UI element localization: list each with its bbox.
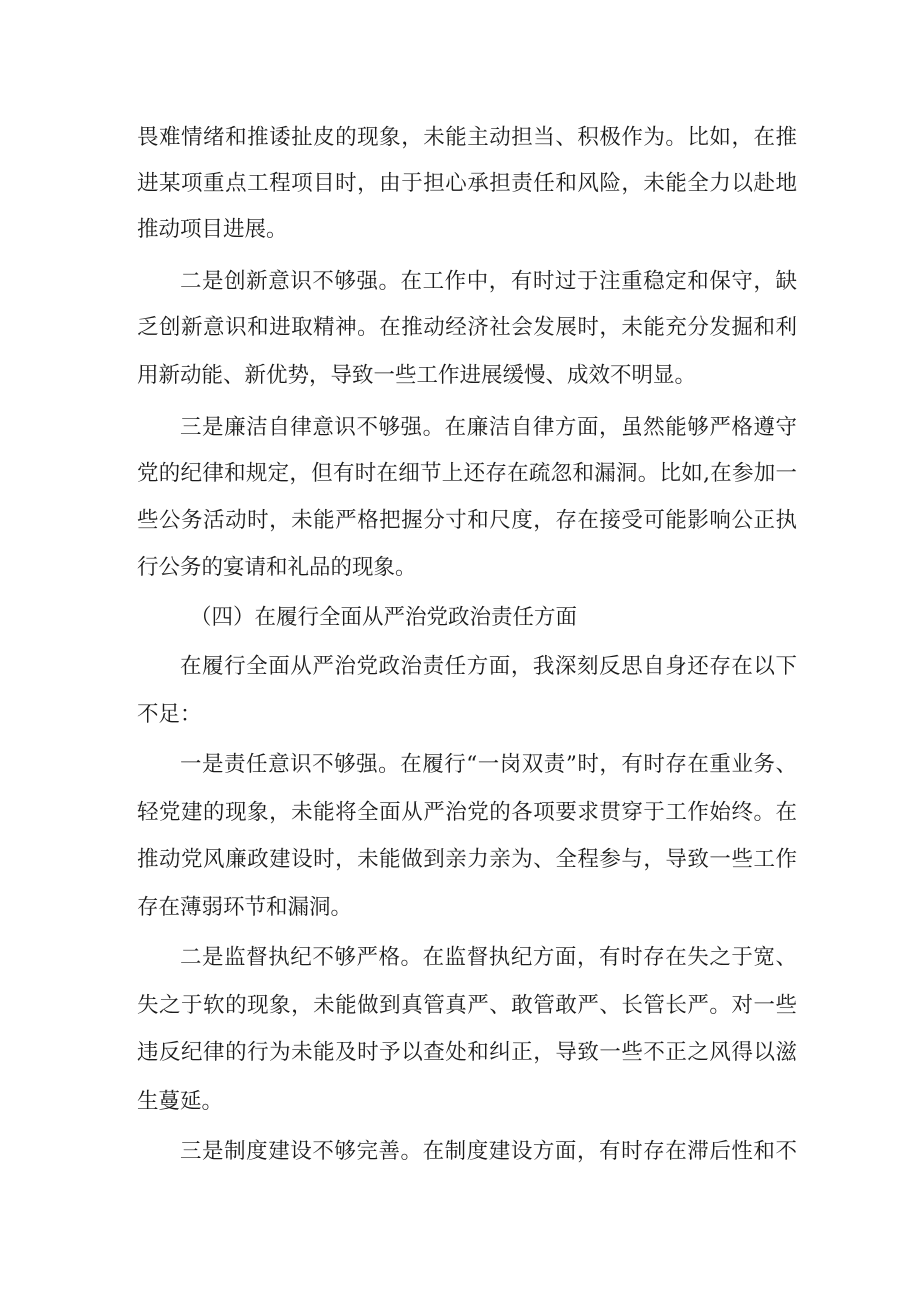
- paragraph-line: 违反纪律的行为未能及时予以查处和纠正，导致一些不正之风得以滋: [137, 1040, 797, 1065]
- paragraph-line: 一是责任意识不够强。在履行“一岗双责”时，有时存在重业务、: [180, 752, 797, 777]
- paragraph-line: 三是廉洁自律意识不够强。在廉洁自律方面，虽然能够严格遵守: [180, 415, 797, 440]
- paragraph-line: 在履行全面从严治党政治责任方面，我深刻反思自身还存在以下: [180, 654, 797, 679]
- paragraph-line: 进某项重点工程项目时，由于担心承担责任和风险，未能全力以赴地: [137, 171, 797, 196]
- paragraph-line: 乏创新意识和进取精神。在推动经济社会发展时，未能充分发掘和利: [137, 315, 797, 340]
- paragraph-line: 二是创新意识不够强。在工作中，有时过于注重稳定和保守，缺: [180, 269, 797, 294]
- paragraph-line: 用新动能、新优势，导致一些工作进展缓慢、成效不明显。: [137, 363, 697, 388]
- paragraph-line: 二是监督执纪不够严格。在监督执纪方面，有时存在失之于宽、: [180, 945, 797, 970]
- paragraph-line: 轻党建的现象，未能将全面从严治党的各项要求贯穿于工作始终。在: [137, 800, 797, 825]
- paragraph-line: 失之于软的现象，未能做到真管真严、敢管敢严、长管长严。对一些: [137, 993, 797, 1018]
- paragraph-line: 三是制度建设不够完善。在制度建设方面，有时存在滞后性和不: [180, 1139, 797, 1164]
- paragraph-line: 存在薄弱环节和漏洞。: [137, 895, 353, 920]
- paragraph-line: 些公务活动时，未能严格把握分寸和尺度，存在接受可能影响公正执: [137, 508, 797, 533]
- paragraph-line: 生蔓延。: [137, 1089, 224, 1114]
- paragraph-line: 党的纪律和规定，但有时在细节上还存在疏忽和漏洞。比如,在参加一: [137, 461, 797, 486]
- section-heading: （四）在履行全面从严治党政治责任方面: [190, 605, 578, 630]
- paragraph-line: 行公务的宴请和礼品的现象。: [137, 555, 417, 580]
- paragraph-line: 不足：: [137, 702, 202, 727]
- paragraph-line: 推动项目进展。: [137, 217, 288, 242]
- paragraph-line: 畏难情绪和推诿扯皮的现象，未能主动担当、积极作为。比如，在推: [137, 125, 797, 150]
- paragraph-line: 推动党风廉政建设时，未能做到亲力亲为、全程参与，导致一些工作: [137, 847, 797, 872]
